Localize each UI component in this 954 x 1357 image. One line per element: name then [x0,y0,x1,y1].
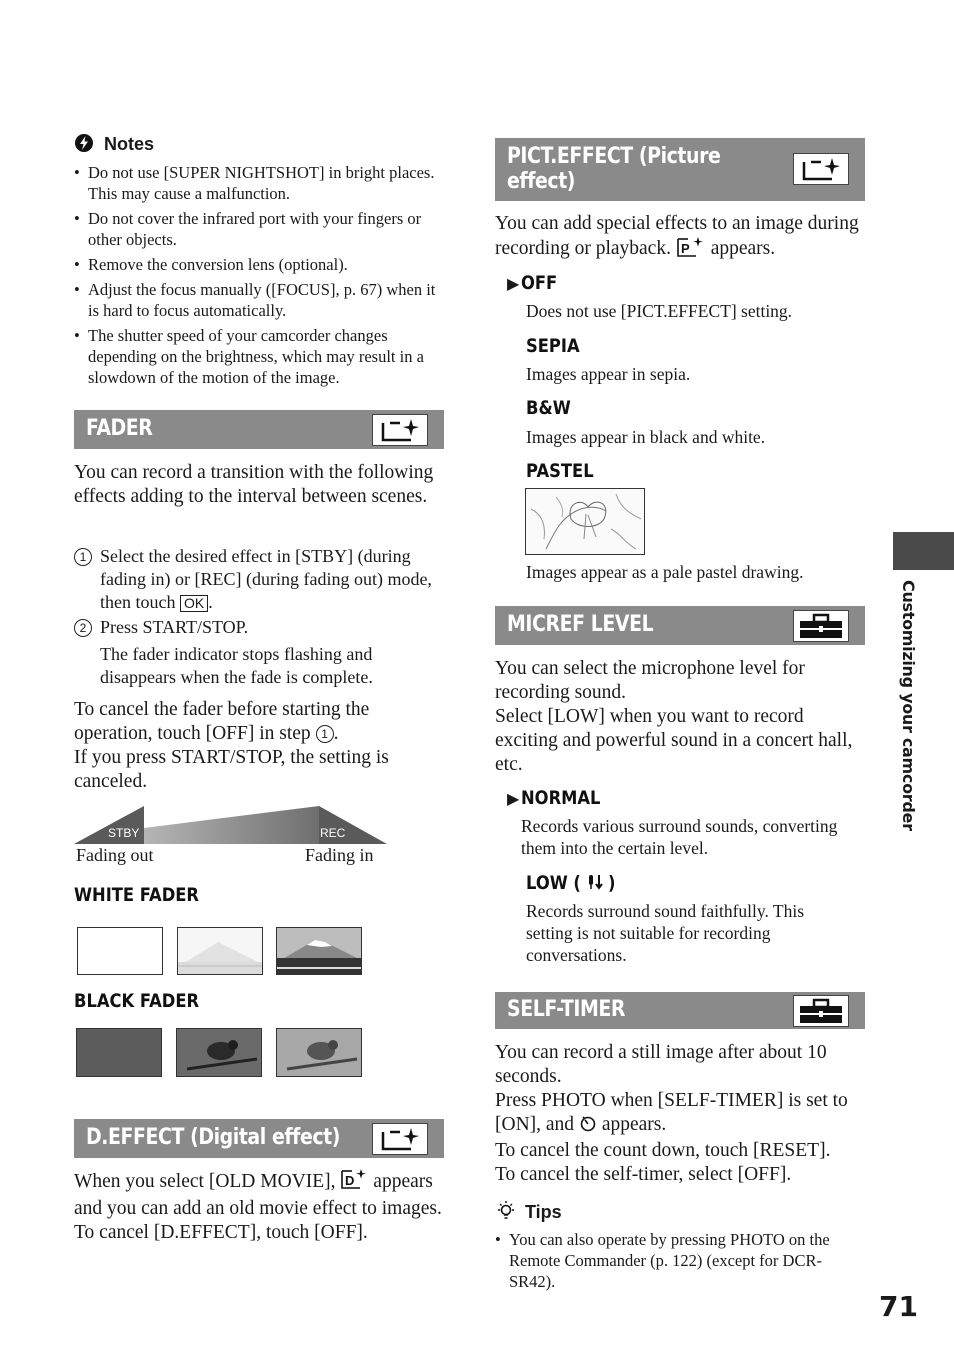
tips-header [495,1200,562,1227]
step-text: Press START/STOP. [100,617,249,637]
toolbox-icon [793,610,849,642]
fader-step-1: 1 Select the desired effect in [STBY] (during fading in) or [REC] (during fading out) mode, then touch OK . [74,545,444,614]
deffect-text-c: To cancel [D.EFFECT], touch [OFF]. [74,1222,368,1243]
lightbulb-icon [495,1200,517,1227]
step-number: 2 [74,619,92,637]
cancel-text-2: If you press START/STOP, the setting is canceled. [74,747,389,792]
title-line-2: effect) [507,169,576,194]
rec-label: REC [320,826,346,840]
deffect-section-bar [74,1119,444,1158]
notes-header [74,133,154,158]
deffect-text-b: appears and you can add an old movie effect to images. [74,1171,442,1219]
micref-section-bar [495,606,865,645]
section-tab-marker [893,532,954,570]
micref-intro [495,657,865,777]
option-off-desc: Does not use [PICT.EFFECT] setting. [526,301,793,321]
camera-effect-icon [372,414,428,446]
notes-heading: Notes [104,134,155,154]
option-low-heading [526,872,617,897]
list-item: • The shutter speed of your camcorder changes depending on the brightness, which may result in a slowdown of the motion of the image. [74,325,446,388]
micref-title: MICREF LEVEL [507,612,654,637]
selftimer-text-2a: Press PHOTO when [SELF-TIMER] is set to [ON], and [495,1090,848,1135]
option-label: OFF [521,272,558,294]
selftimer-text-1: You can record a still image after about 10 seconds. [495,1042,827,1087]
list-item: • Do not use [SUPER NIGHTSHOT] in bright places. This may cause a malfunction. [74,162,446,204]
picteffect-intro [495,212,865,265]
list-item: • Remove the conversion lens (optional). [74,254,446,275]
camera-effect-icon [793,153,849,185]
deffect-title: D.EFFECT (Digital effect) [86,1125,341,1150]
black-fader-frame-2 [176,1028,262,1077]
list-item: • You can also operate by pressing PHOTO on the Remote Commander (p. 122) (except for DCR-SR42). [495,1229,853,1292]
default-arrow-icon: ▶ [507,276,520,293]
camera-effect-icon [372,1123,428,1155]
fader-cancel-text: To cancel the fader before starting the operation, touch [OFF] in step 1 . If you press START/STOP, the setting is canceled. [74,699,389,792]
svg-text:D: D [345,1173,355,1188]
selftimer-title: SELF-TIMER [507,997,625,1022]
fader-title: FADER [86,416,153,441]
option-bw-desc: Images appear in black and white. [526,427,766,447]
side-label [896,580,918,830]
white-fader-frame-2 [177,927,263,975]
fader-section-bar [74,410,444,449]
fader-step-2 [74,616,444,689]
notes-list [74,162,446,392]
white-fader-heading: WHITE FADER [74,884,200,906]
pastel-sample-image [525,488,645,555]
intro-text-2: Select [LOW] when you want to record exciting and powerful sound in a concert hall, etc. [495,706,853,775]
deffect-text-a: When you select [OLD MOVIE], [74,1171,336,1192]
self-timer-icon [579,1114,597,1139]
intro-text-1: You can select the microphone level for recording sound. [495,658,805,703]
option-label-end: ) [607,872,616,894]
ok-button-icon: OK [180,595,208,612]
option-low-desc: Records surround sound faithfully. This setting is not suitable for recording conversations. [526,901,805,965]
step-note: The fader indicator stops flashing and disappears when the fade is complete. [100,644,373,687]
picteffect-section-bar [495,138,865,201]
side-label-text: Customizing your camcorder [899,580,918,831]
notes-icon [74,133,94,158]
list-item: • Adjust the focus manually ([FOCUS], p. 67) when it is hard to focus automatically. [74,279,446,321]
selftimer-text-4: To cancel the self-timer, select [OFF]. [495,1164,792,1185]
option-bw-heading: B&W [526,397,571,419]
step-number: 1 [74,548,92,566]
intro-text-end: appears. [710,238,776,259]
fading-in-label: Fading in [305,845,374,865]
default-arrow-icon: ▶ [507,791,520,808]
picteffect-title [507,144,720,194]
option-pastel-desc: Images appear as a pale pastel drawing. [526,562,804,582]
selftimer-text-2b: appears. [601,1114,667,1135]
tips-list [495,1229,853,1296]
fading-out-label: Fading out [76,845,154,865]
option-sepia-desc: Images appear in sepia. [526,364,691,384]
option-pastel-heading: PASTEL [526,460,594,482]
white-fader-frame-3 [276,927,362,975]
black-fader-frame-3 [276,1028,362,1077]
selftimer-section-bar [495,992,865,1029]
stby-label: STBY [108,826,140,840]
deffect-text [74,1168,446,1245]
fader-intro: You can record a transition with the following effects adding to the interval between scenes. [74,462,434,507]
option-normal-desc: Records various surround sounds, converting them into the certain level. [521,816,838,858]
step-number: 1 [316,725,334,743]
selftimer-text [495,1041,867,1187]
option-label: NORMAL [521,787,601,809]
cancel-text: To cancel the fader before starting the operation, touch [OFF] in step [74,699,370,744]
toolbox-icon [793,995,849,1027]
microphone-low-icon [586,872,606,897]
white-fader-frame-1 [77,927,163,975]
option-normal-heading [507,787,614,809]
black-fader-heading: BLACK FADER [74,990,200,1012]
tips-heading: Tips [525,1202,562,1222]
picture-effect-icon [676,236,706,265]
digital-effect-icon [340,1168,368,1197]
list-item: • Do not cover the infrared port with your fingers or other objects. [74,208,446,250]
intro-text: You can add special effects to an image during recording or playback. [495,213,859,259]
black-fader-frame-1 [76,1028,162,1077]
option-sepia-heading: SEPIA [526,335,580,357]
step-text: Select the desired effect in [STBY] (during fading in) or [REC] (during fading out) mode, then touch [100,546,432,612]
option-off-heading [507,272,563,294]
page-number: 71 [879,1290,918,1323]
selftimer-text-3: To cancel the count down, touch [RESET]. [495,1140,831,1161]
fade-diagram [74,804,390,846]
option-label: LOW ( [526,872,581,894]
svg-text:P: P [680,241,690,256]
title-line-1: PICT.EFFECT (Picture [507,144,721,169]
